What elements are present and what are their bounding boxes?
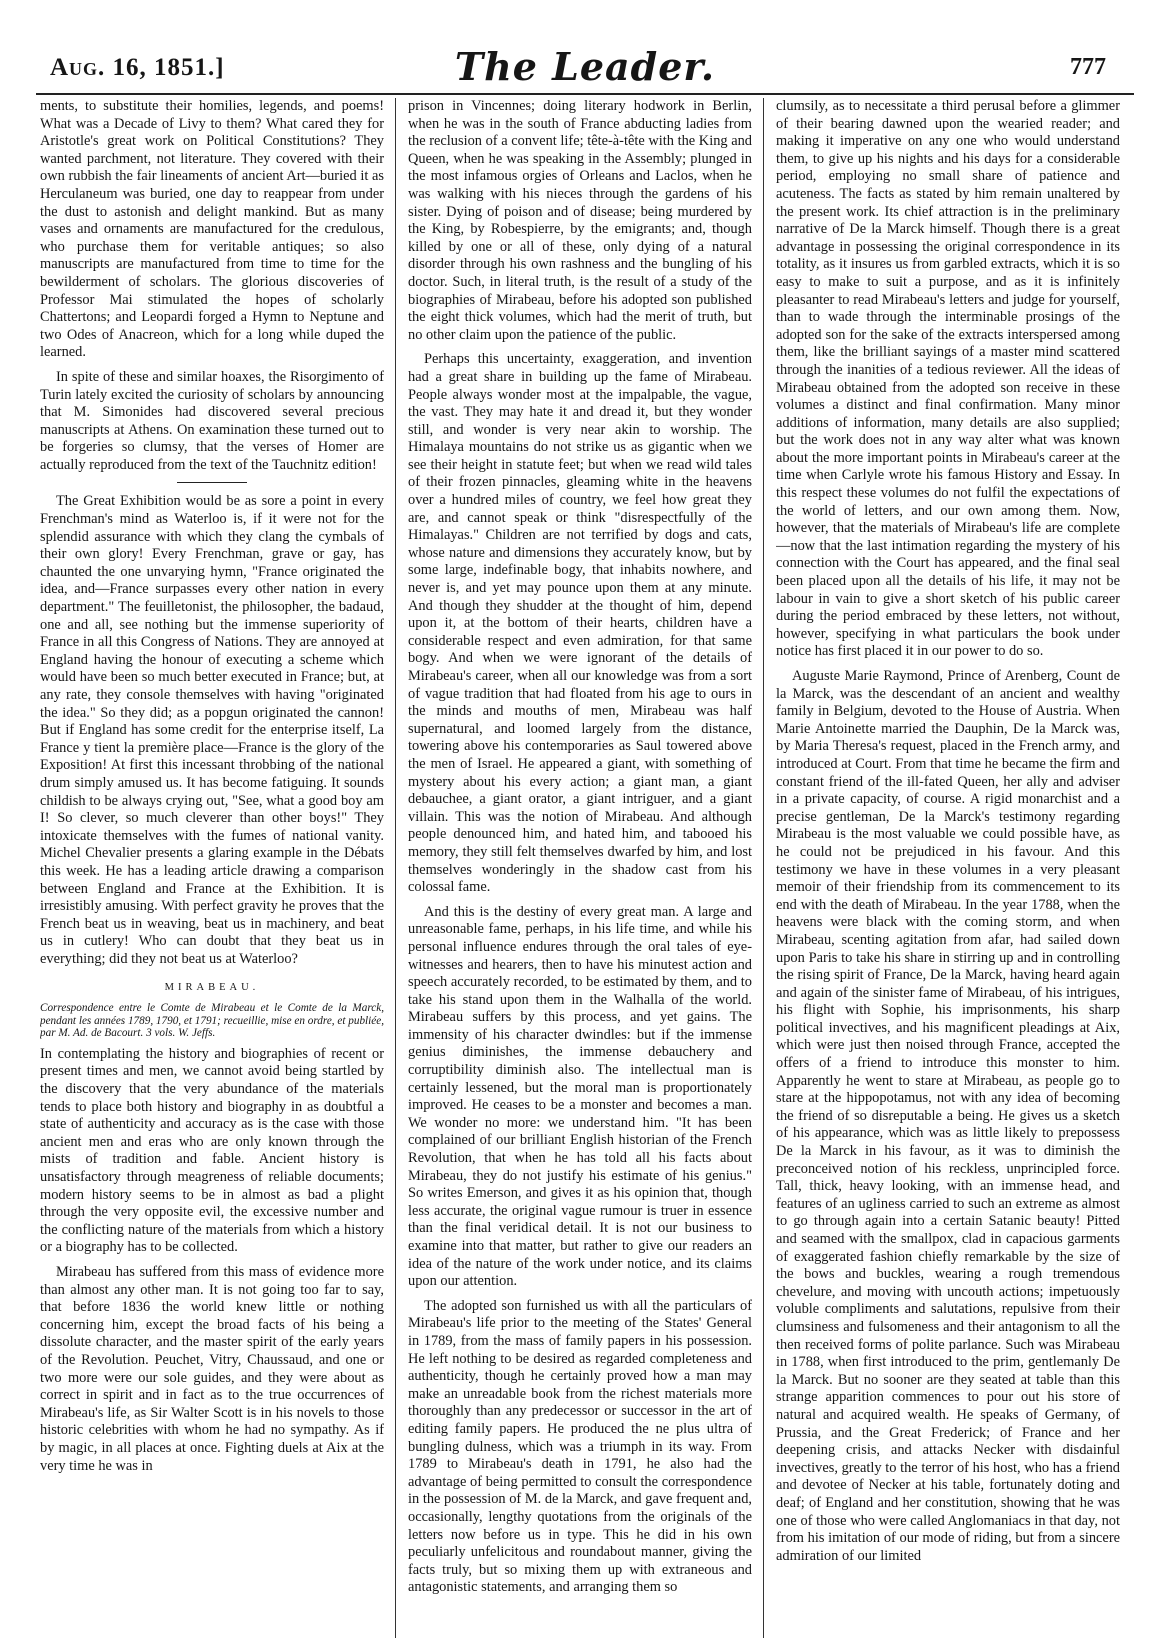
paragraph: In spite of these and similar hoaxes, the Risorgimento of Turin lately excited the curiosity of scholars by announcing that M. Simonides had discovered several precious manuscripts at Athens. On examination these turned out to be forgeries so clumsy, that the verses of Homer are actually reproduced from the text of the Tauchnitz edition! (40, 368, 384, 473)
paragraph: ments, to substitute their homilies, legends, and poems! What was a Decade of Livy to them? What cared they for Aristotle's great work on Political Constitutions? They wanted parchment, not literature. They covered with their own rubbish the fair lineaments of ancient Art—buried it as Herculaneum was buried, one day to reappear from under the dust to astonish and delight mankind. But as many vases and ornaments are manufactured for the credulous, who purchase them for veritable antiques; so also manuscripts are manufactured from time to time for the bewilderment of scholars. The glorious discoveries of Professor Mai stimulated the hopes of scholarly Chattertons; and Leopardi forged a Hymn to Neptune and two Odes of Anacreon, which for a long while duped the learned. (40, 98, 384, 361)
column-1 (40, 98, 384, 1636)
issue-date: Aug. 16, 1851.] (50, 54, 225, 81)
paragraph: And this is the destiny of every great man. A large and unreasonable fame, perhaps, in his life time, and while his personal influence endures through the oral tales of eye-witnesses and hearers, then to have his minutest action and speech accurately recorded, to be estimated by them, and to take his stand upon them in the Walhalla of the world. Mirabeau suffers by this process, and yet gains. The immensity of his character dwindles: but if the immense genius diminishes, the immense debauchery and corruptibility diminish also. The intellectual man is certainly lessened, but the moral man is proportionately improved. He ceases to be a monster and becomes a man. We wonder no more: we understand him. "It has been complained of our brilliant English historian of the French Revolution, that when he has told all his facts about Mirabeau, they do not justify his estimate of his genius." So writes Emerson, and gives it as his opinion that, though less accurate, the original vague rumour is truer in essence than the final veridical detail. It is not our business to examine into that matter, but rather to give our readers an idea of the nature of the work under notice, and its claims upon our attention. (408, 903, 752, 1290)
header-rule (36, 93, 1134, 95)
column-divider-1 (395, 98, 396, 1638)
paragraph: The adopted son furnished us with all the particulars of Mirabeau's life prior to the meeting of the States' General in 1789, from the mass of family papers in his possession. He left nothing to be desired as regarded completeness and authenticity, though he certainly proved how a man may make an unreadable book from the richest materials more thoroughly than any predecessor or successor in the art of editing family papers. He produced the ne plus ultra of bungling dulness, which was a triumph in its way. From 1789 to Mirabeau's death in 1791, he also had the advantage of being permitted to consult the correspondence in the possession of M. de la Marck, and gave frequent and, occasionally, lengthy quotations from the originals of the letters now before us in type. This he did in his own peculiarly unfelicitous and roundabout manner, giving the facts truly, but so mixing them up with extraneous and antagonistic statements, and arranging them so (408, 1297, 752, 1596)
section-separator (177, 482, 247, 483)
paragraph: Auguste Marie Raymond, Prince of Arenberg, Count de la Marck, was the descendant of an ancient and wealthy family in Belgium, devoted to the House of Austria. When Marie Antoinette married the Dauphin, De la Marck was, by Maria Theresa's request, placed in the French army, and introduced at Court. From that time he became the firm and constant friend of the ill-fated Queen, her ally and adviser in a private capacity, of course. A rigid monarchist and a precise gentleman, De la Marck's testimony regarding Mirabeau is the most valuable we could possible have, as he could not be prejudiced in his favour. And this testimony we have in these volumes in a very pleasant memoir of their friendship from its commencement to its end with the death of Mirabeau. In the year 1788, when the heavens were black with the coming storm, and when Mirabeau, scenting agitation from afar, had sailed down upon Paris to take his share in stirring up and in controlling the rising spirit of France, De la Marck, having heard again and again of the sinister fame of Mirabeau, of his intrigues, his flight with Sophie, his imprisonments, his sharp political invectives, and his magnificent pleadings at Aix, which were just then noised through France, accepted the offers of a friend to introduce this monster to him. Apparently he went to stare at Mirabeau, as people go to stare at the hippopotamus, not with any idea of becoming the friend of so disreputable a being. He gives us a sketch of his appearance, which was as little likely to prepossess De la Marck in his favour, as it was to diminish the preconceived notion of his reckless, unprincipled force. Tall, thick, heavy looking, with an immense head, and features of an ugliness carried to such an extreme as almost to go through again into a certain Satanic beauty! Pitted and seamed with the smallpox, clad in capacious garments of exaggerated fashion chiefly remarkable by the size of the bows and buckles, wearing a rough tremendous chevelure, and moving with uncouth actions; impetuously voluble compliments and salutations, repulsive from their clumsiness and fulsomeness and their antagonism to all the then received forms of polite parlance. Such was Mirabeau in 1788, when first introduced to the prim, gentlemanly De la Marck. But no sooner are they seated at table than this strange apparition commences to pour out his store of natural and acquired wealth. He speaks of Germany, of Prussia, and the Great Frederick; of France and her deepening crisis, and attacks Necker with disdainful invectives, greatly to the terror of his host, who has a friend and devotee of Necker at his table, fortunately doting and deaf; of England and her constitution, showing that he was one of those who were called Anglomaniacs in that day, not from his imitation of our mode of riding, but from a sincere admiration of our limited (776, 668, 1120, 1564)
column-2 (408, 98, 752, 1636)
masthead (0, 0, 1170, 90)
newspaper-title: The Leader. (454, 44, 716, 89)
paragraph: clumsily, as to necessitate a third perusal before a glimmer of their bearing dawned upon the wearied reader; and making it imperative on any one who would understand them, to give up his nights and his days for a considerable period, employing no small share of patience and acuteness. The facts as stated by him remain unaltered by the present work. Its chief attraction is in the preliminary narrative of De la Marck himself. Though there is a great advantage in possessing the original correspondence in its totality, as it insures us from garbled extracts, which it is so easy to make to suit a purpose, and as it is infinitely pleasanter to read Mirabeau's letters and judge for yourself, than to wade through the interminable prosings of the adopted son for the sake of the extracts interspersed among them, like the brilliant sayings of a master mind scattered through the inanities of a tedious reviewer. All the ideas of Mirabeau obtained from the adopted son receive in these volumes a distinct and final confirmation. Many minor additions of information, many details are also supplied; but the work does not in any way alter what was known about the more important points in Mirabeau's career at the time when Carlyle wrote his famous History and Essay. In this respect these volumes do not fulfil the expectations of the world of letters, and our own among them. Now, however, that the materials of Mirabeau's life are complete—now that the last intimation regarding the mystery of his connection with the Court has appeared, and the final seal been placed upon all the details of his life, it may not be labour in vain to give a short sketch of his public career during the period embraced by these letters, not without, however, specifying in what particulars the book under notice has first placed it in our power to do so. (776, 98, 1120, 660)
paragraph: Mirabeau has suffered from this mass of evidence more than almost any other man. It is not going too far to say, that before 1836 the world knew little or nothing concerning him, except the broad facts of his being a dissolute character, and the master spirit of the early years of the Revolution. Peuchet, Vitry, Chaussaud, and one or two more were our sole guides, and they were about as correct in spirit and in fact as to the true occurrences of Mirabeau's life, as Sir Walter Scott is in his novels to those historic celebrities with whom he had no sympathy. As if by magic, in all places at once. Fighting duels at Aix at the very time he was in (40, 1264, 384, 1474)
column-divider-2 (763, 98, 764, 1638)
page-number: 777 (1070, 54, 1106, 80)
paragraph: prison in Vincennes; doing literary hodwork in Berlin, when he was in the south of France abducting ladies from the reclusion of a convent life; tête-à-tête with the King and Queen, when he was speaking in the Assembly; plunged in the most infamous orgies of Orleans and Laclos, when he was walking with his nieces through the gardens of his sister. Dying of poison and of disease; being murdered by the King, by Robespierre, by the emigrants; and, though killed by one or all of these, only dying of a natural disorder through his own rashness and the bungling of his doctor. Such, in literal truth, is the result of a study of the biographies of Mirabeau, before his adopted son published the eight thick volumes, which had the merit of truth, but no other claim upon the patience of the public. (408, 98, 752, 343)
paragraph: Perhaps this uncertainty, exaggeration, and invention had a great share in building up the fame of Mirabeau. People always wonder most at the impalpable, the vague, the vast. They may hate it and dread it, but they wonder still, and wonder is very near akin to worship. The Himalaya mountains do not strike us as gigantic when we see their height in statute feet; but when we read wild tales of their frozen pinnacles, gleaming white in the heavens over a hundred miles of country, we feel how great they are, and cannot speak or think "disrespectfully of the Himalayas." Children are not terrified by dogs and cats, whose nature and dimensions they accurately know, but by some large, indefinable bogy, that inhabits nowhere, and never is, and yet may pounce upon them at any minute. And though they shudder at the thought of him, depend upon it, at the bottom of their hearts, children have a considerable respect and even admiration, for that same bogy. And when we were ignorant of the details of Mirabeau's career, when all our knowledge was from a sort of vague tradition that had floated from his age to ours in the minds and mouths of men, Mirabeau was half supernatural, and loomed largely from the distance, towering above his contemporaries as Saul towered above the men of Israel. He appeared a giant, with something of mystery about his every action; a giant man, a giant debauchee, a giant orator, a giant intriguer, and a giant villain. This was the notion of Mirabeau. And although people denounced him, and hated him, and tabooed his memory, they still felt themselves dwarfed by him, and lost themselves wonderingly in the shadow cast from his colossal fame. (408, 351, 752, 896)
article-heading: MIRABEAU. (164, 981, 260, 993)
paragraph: The Great Exhibition would be as sore a point in every Frenchman's mind as Waterloo is, if it were not for the splendid assurance with which they clang the cymbals of their own glory! Every Frenchman, grave or gay, has chaunted the one unvarying hymn, "France originated the idea, and—France surpasses every other nation in every department." The feuilletonist, the philosopher, the badaud, one and all, see nothing but the immense superiority of France in all this Congress of Nations. They are annoyed at England having the honour of executing a scheme which would have been so much better executed in France; but, at any rate, they console themselves with having "originated the idea." So they did; as a popgun originated the cannon! But if England has some credit for the enterprise itself, La France y tient la première place—France is the glory of the Exposition! At first this incessant throbbing of the national drum simply amused us. It has become fatiguing. It sounds childish to be always crying out, "See, what a good boy am I! So clever, so much cleverer than other boys!" They intoxicate themselves with the fumes of national vanity. Michel Chevalier presents a glaring example in the Débats this week. He has a leading article drawing a comparison between England and France at the Exhibition. It is irresistibly amusing. With perfect gravity he proves that the French beat us in weaving, beat us in machinery, and beat us in cutlery! Who can doubt that they beat us in everything; did they not beat us at Waterloo? (40, 493, 384, 967)
book-citation: Correspondence entre le Comte de Mirabeau et le Comte de la Marck, pendant les années 1789, 1790, et 1791; recueillie, mise en ordre, et publiée, par M. Ad. de Bacourt. 3 vols. W. Jeffs. (40, 1002, 384, 1040)
column-3 (776, 98, 1120, 1636)
paragraph: In contemplating the history and biographies of recent or present times and men, we cannot avoid being startled by the discovery that the very abundance of the materials tends to place both history and biography in as doubtful a state of authenticity and accuracy as is the case with those ancient men and eras who are only known through the mists of tradition and fable. Ancient history is unsatisfactory through meagreness of reliable documents; modern history seems to be in almost as bad a plight through the very opposite evil, the excessive number and the conflicting nature of the materials from which a history or a biography has to be collected. (40, 1045, 384, 1256)
